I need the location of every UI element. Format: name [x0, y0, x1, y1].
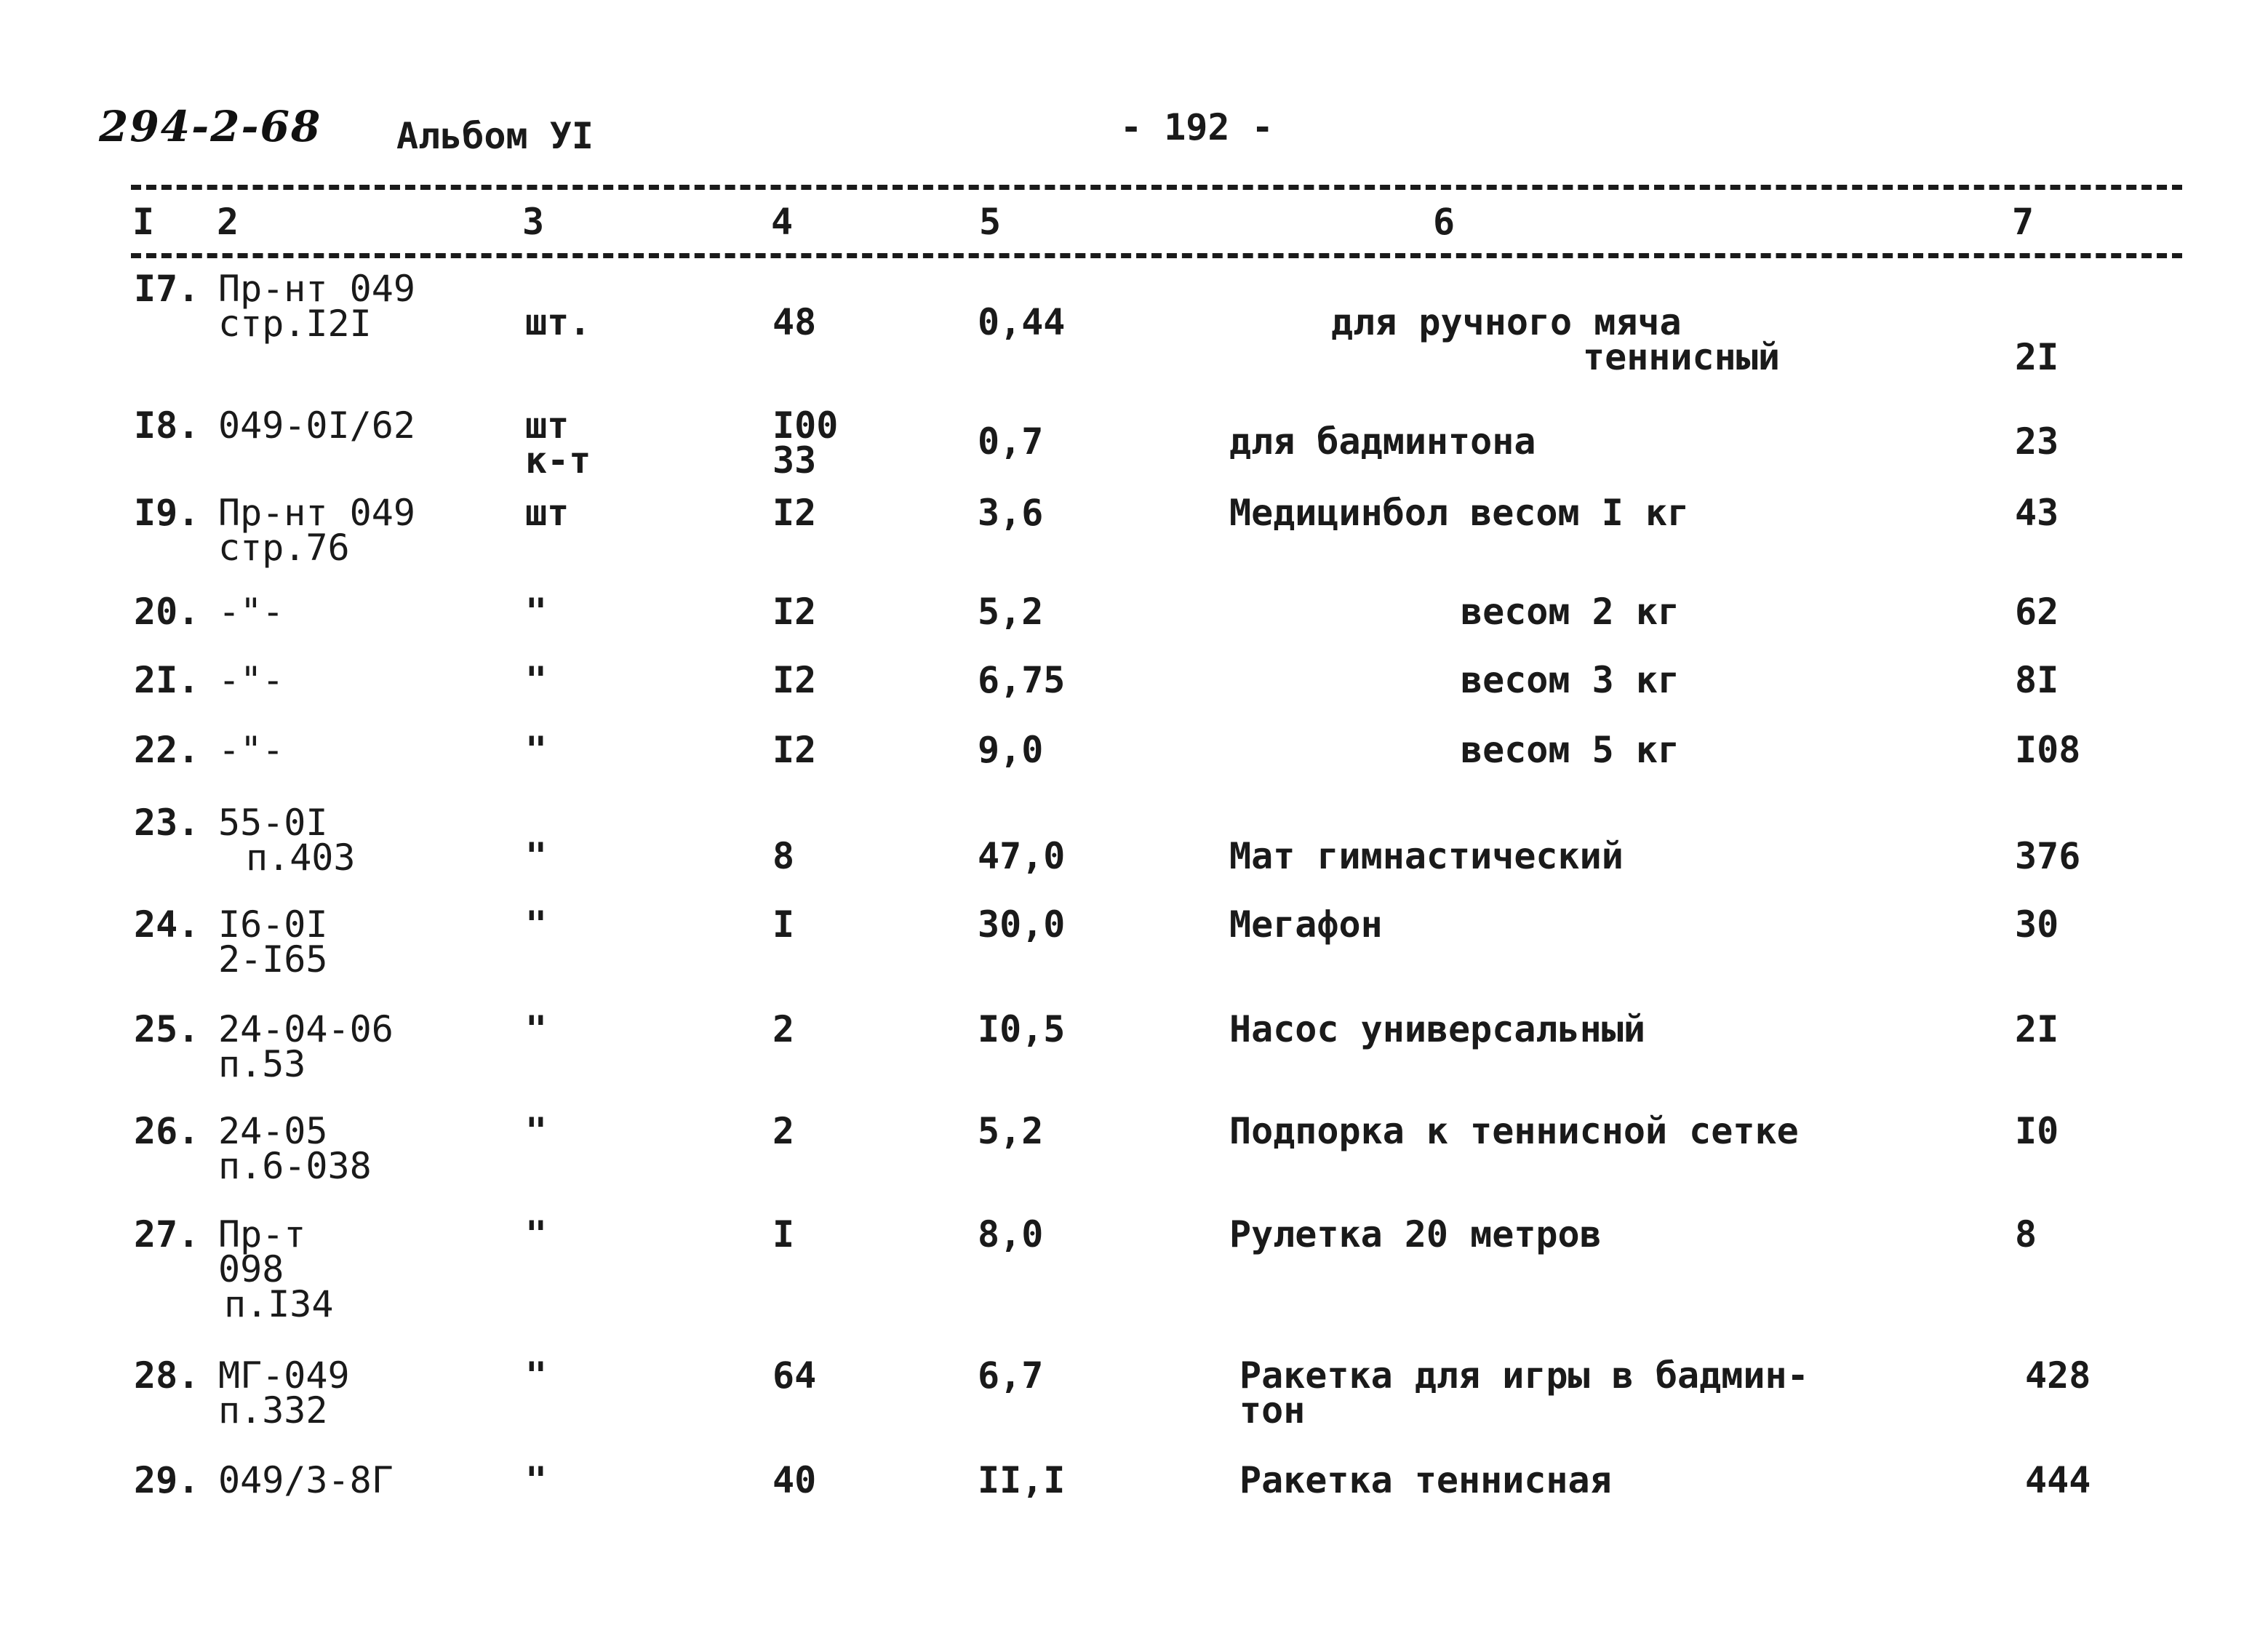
quantity: 8 — [772, 835, 795, 877]
unit-price: 0,44 — [978, 301, 1066, 343]
item-code: Пр-нт 049 — [218, 268, 415, 310]
item-name: Медицинбол весом I кг — [1229, 492, 1690, 534]
item-name: Мат гимнастический — [1229, 835, 1624, 877]
quantity: 48 — [772, 301, 817, 343]
column-header-3: 3 — [522, 201, 545, 243]
quantity: I00 — [772, 404, 839, 447]
item-name: теннисный — [1583, 336, 1780, 378]
quantity: I — [772, 903, 795, 946]
row-number: 27. — [134, 1213, 200, 1255]
item-name: Подпорка к теннисной сетке — [1229, 1110, 1799, 1152]
total-sum: I0 — [2015, 1110, 2059, 1152]
unit: к-т — [525, 439, 591, 482]
item-code: п.6-038 — [218, 1145, 372, 1187]
unit: " — [525, 1459, 548, 1501]
item-name: тон — [1239, 1389, 1306, 1432]
item-code: Пр-нт 049 — [218, 492, 415, 534]
item-name: Насос универсальный — [1229, 1008, 1645, 1050]
item-code: 2-I65 — [218, 938, 328, 981]
quantity: 64 — [772, 1354, 817, 1397]
unit-price: 0,7 — [978, 420, 1044, 463]
item-code: МГ-049 — [218, 1354, 350, 1397]
column-header-4: 4 — [771, 201, 794, 243]
unit-price: II,I — [978, 1459, 1066, 1501]
column-header-5: 5 — [979, 201, 1002, 243]
total-sum: 8 — [2015, 1213, 2037, 1255]
total-sum: 428 — [2025, 1354, 2091, 1397]
item-name: для ручного мяча — [1331, 301, 1682, 343]
album-label: Альбом УI — [396, 115, 594, 157]
quantity: I2 — [772, 659, 817, 701]
total-sum: 62 — [2015, 591, 2059, 633]
item-code: п.I34 — [224, 1283, 334, 1325]
unit: " — [525, 1110, 548, 1152]
unit: " — [525, 1354, 548, 1397]
row-number: 20. — [134, 591, 200, 633]
row-number: 25. — [134, 1008, 200, 1050]
unit-price: 5,2 — [978, 1110, 1044, 1152]
item-code: 24-04-06 — [218, 1008, 394, 1050]
row-number: 26. — [134, 1110, 200, 1152]
table-top-rule — [131, 185, 2182, 190]
document-code: 294-2-68 — [99, 102, 322, 151]
item-name: весом 2 кг — [1461, 591, 1680, 633]
item-name: для бадминтона — [1229, 420, 1536, 463]
quantity: 40 — [772, 1459, 817, 1501]
item-code: п.53 — [218, 1043, 306, 1085]
unit-price: 47,0 — [978, 835, 1066, 877]
unit: " — [525, 659, 548, 701]
unit: " — [525, 591, 548, 633]
total-sum: 444 — [2025, 1459, 2091, 1501]
item-code: 55-0I — [218, 802, 328, 844]
quantity: I — [772, 1213, 795, 1255]
total-sum: 2I — [2015, 1008, 2059, 1050]
unit-price: 5,2 — [978, 591, 1044, 633]
quantity: I2 — [772, 591, 817, 633]
item-code: -"- — [218, 659, 284, 701]
item-code: стр.I2I — [218, 303, 372, 345]
item-code: п.332 — [218, 1389, 328, 1432]
item-code: 049-0I/62 — [218, 404, 415, 447]
row-number: 24. — [134, 903, 200, 946]
row-number: 29. — [134, 1459, 200, 1501]
row-number: 28. — [134, 1354, 200, 1397]
item-name: Ракетка для игры в бадмин- — [1239, 1354, 1809, 1397]
row-number: 23. — [134, 802, 200, 844]
total-sum: 23 — [2015, 420, 2059, 463]
item-name: Мегафон — [1229, 903, 1383, 946]
item-code: 24-05 — [218, 1110, 328, 1152]
item-name: Рулетка 20 метров — [1229, 1213, 1602, 1255]
quantity: I2 — [772, 492, 817, 534]
item-code: Пр-т — [218, 1213, 306, 1255]
unit-price: 30,0 — [978, 903, 1066, 946]
item-code: -"- — [218, 591, 284, 633]
row-number: I9. — [134, 492, 200, 534]
table-header-rule — [131, 253, 2182, 258]
row-number: 22. — [134, 729, 200, 771]
item-name: весом 5 кг — [1461, 729, 1680, 771]
item-code: I6-0I — [218, 903, 328, 946]
unit-price: 8,0 — [978, 1213, 1044, 1255]
unit: " — [525, 903, 548, 946]
unit-price: 9,0 — [978, 729, 1044, 771]
row-number: I7. — [134, 268, 200, 310]
column-header-2: 2 — [217, 201, 239, 243]
unit: шт. — [525, 301, 591, 343]
item-code: 098 — [218, 1248, 284, 1290]
page-number: - 192 - — [1120, 106, 1274, 148]
total-sum: 376 — [2015, 835, 2081, 877]
item-name: Ракетка теннисная — [1239, 1459, 1612, 1501]
quantity: 2 — [772, 1110, 795, 1152]
unit-price: 3,6 — [978, 492, 1044, 534]
unit-price: 6,75 — [978, 659, 1066, 701]
unit: " — [525, 729, 548, 771]
unit: " — [525, 1213, 548, 1255]
item-code: стр.76 — [218, 527, 350, 569]
item-name: весом 3 кг — [1461, 659, 1680, 701]
row-number: I8. — [134, 404, 200, 447]
item-code: -"- — [218, 729, 284, 771]
column-header-6: 6 — [1433, 201, 1456, 243]
column-header-7: 7 — [2012, 201, 2035, 243]
unit: " — [525, 1008, 548, 1050]
item-code: 049/3-8Г — [218, 1459, 394, 1501]
quantity: 2 — [772, 1008, 795, 1050]
column-header-1: I — [132, 201, 155, 243]
item-code: п.403 — [246, 837, 356, 879]
unit-price: I0,5 — [978, 1008, 1066, 1050]
total-sum: 8I — [2015, 659, 2059, 701]
total-sum: 2I — [2015, 336, 2059, 378]
unit: шт — [525, 492, 570, 534]
unit: " — [525, 835, 548, 877]
total-sum: I08 — [2015, 729, 2081, 771]
row-number: 2I. — [134, 659, 200, 701]
total-sum: 30 — [2015, 903, 2059, 946]
unit-price: 6,7 — [978, 1354, 1044, 1397]
quantity: I2 — [772, 729, 817, 771]
total-sum: 43 — [2015, 492, 2059, 534]
quantity: 33 — [772, 439, 817, 482]
unit: шт — [525, 404, 570, 447]
